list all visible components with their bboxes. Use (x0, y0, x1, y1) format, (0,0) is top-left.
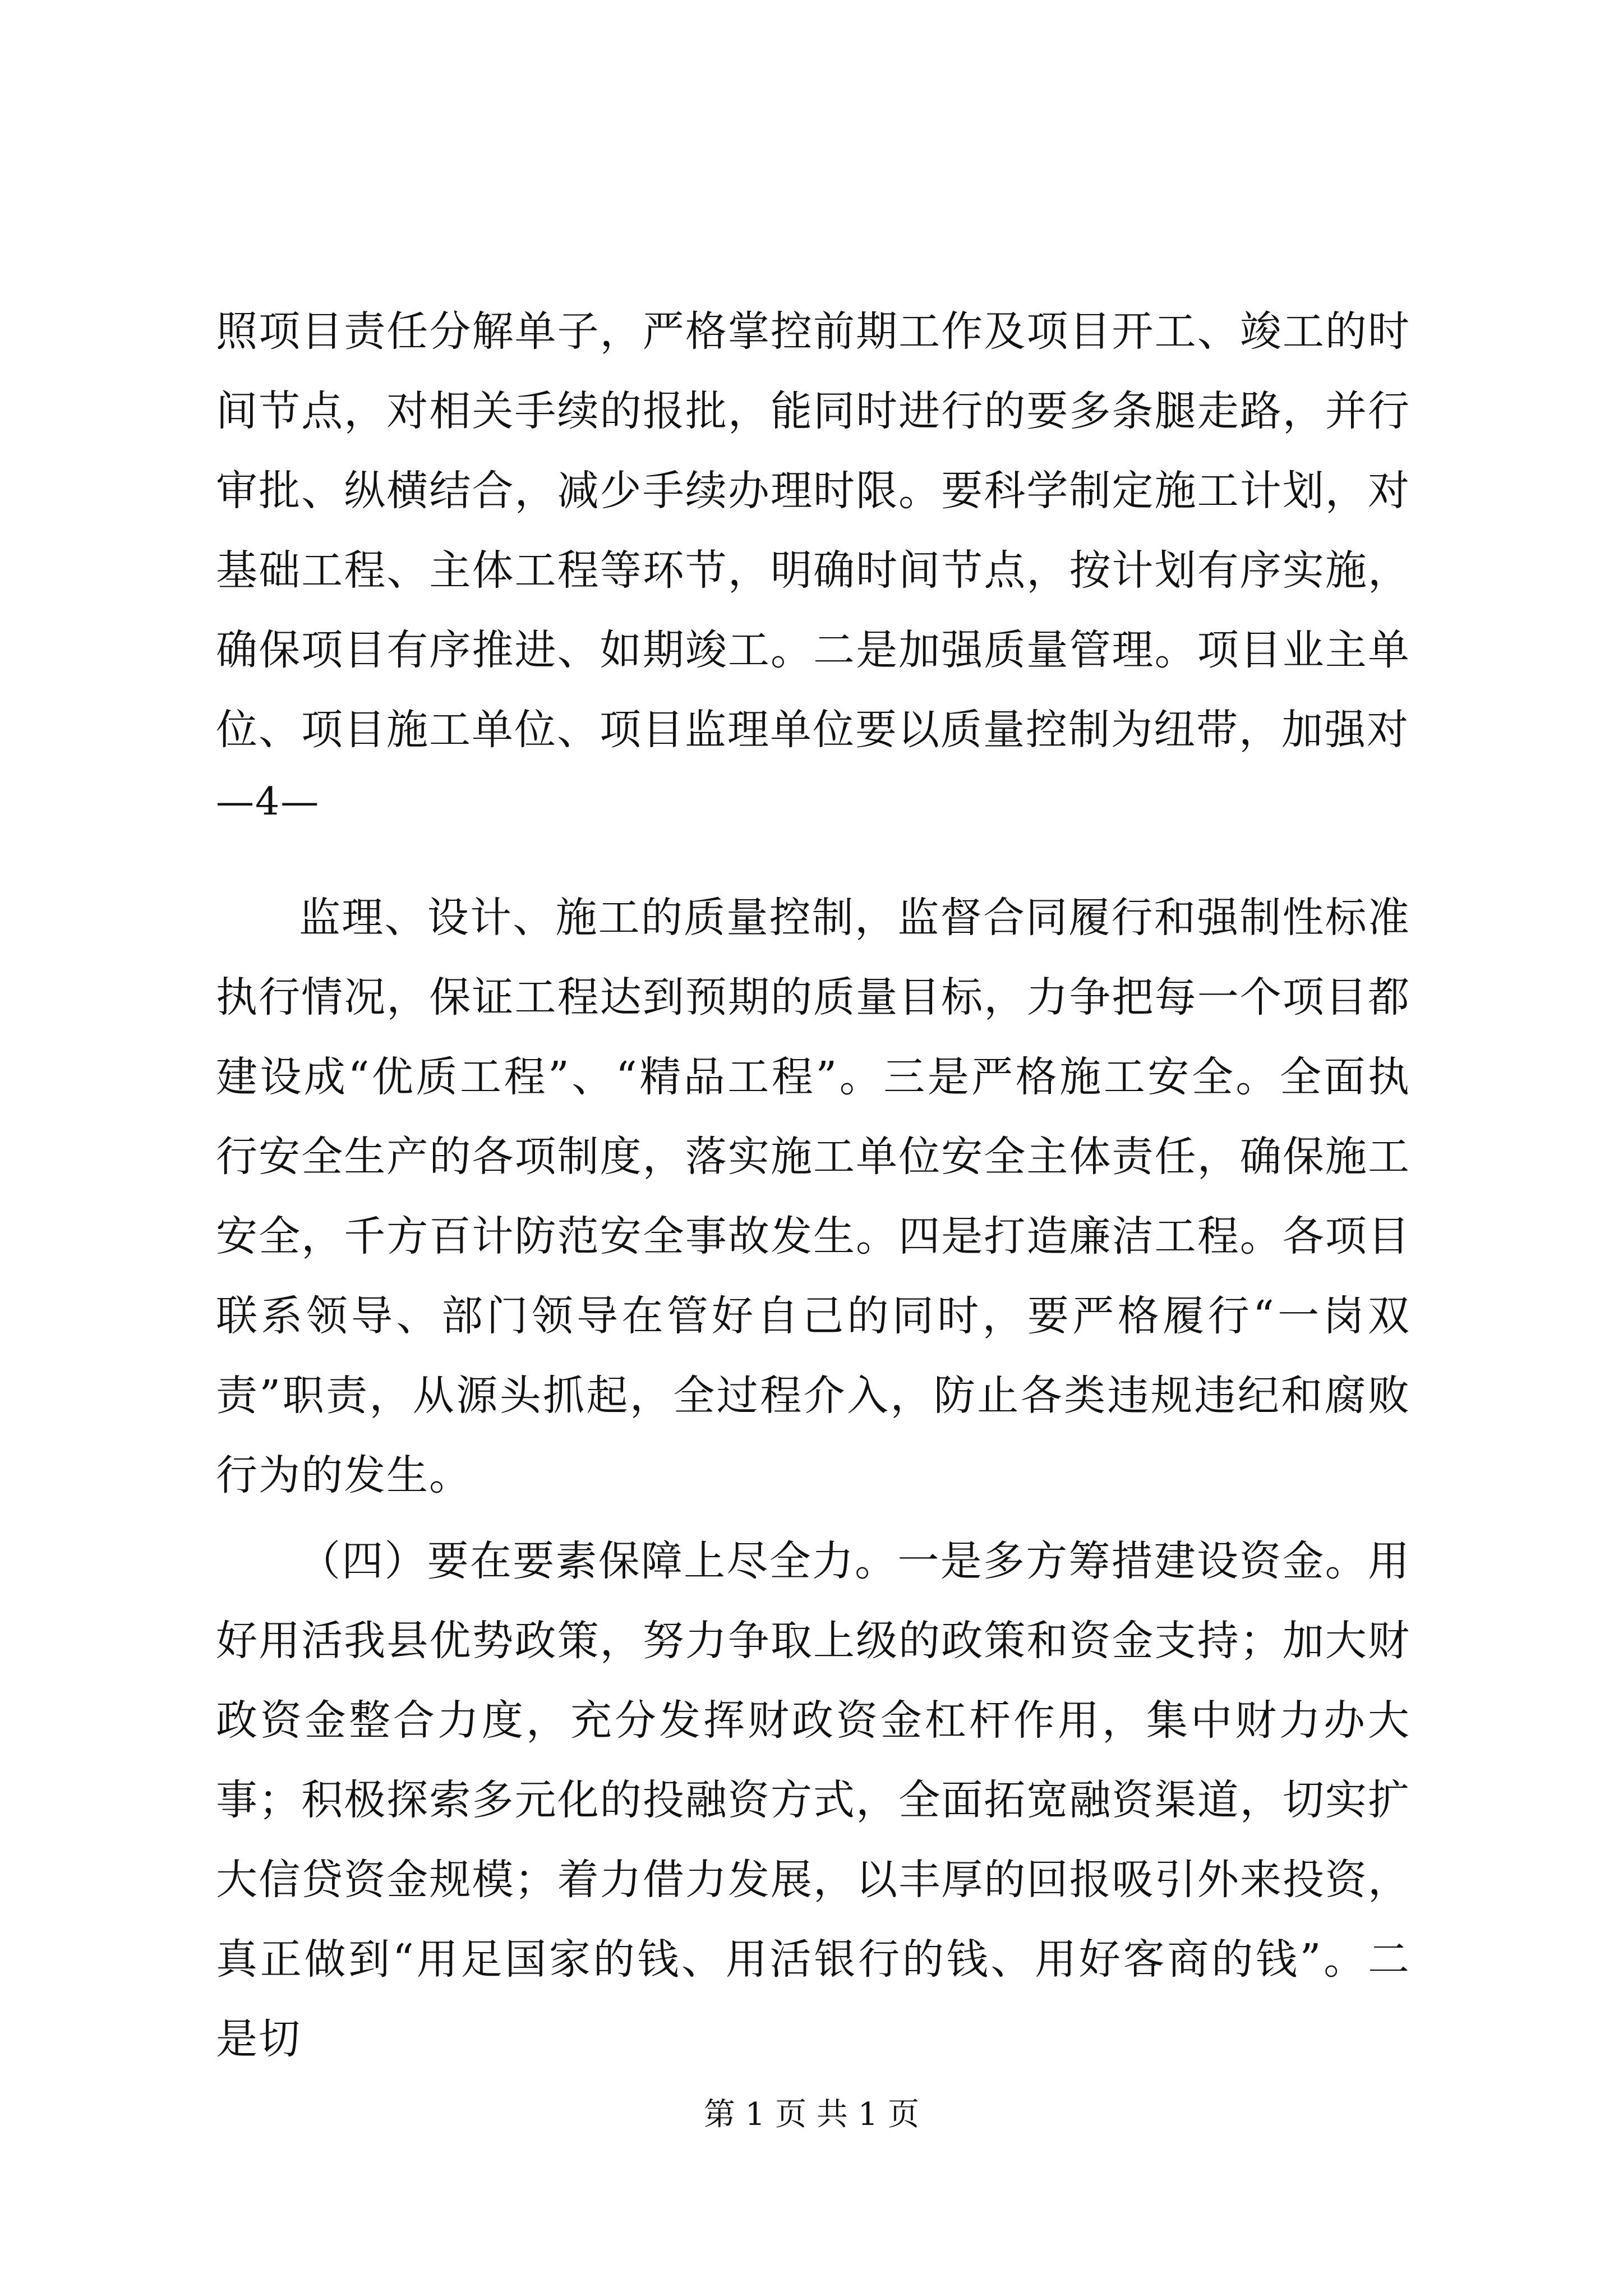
page-footer: 第 1 页 共 1 页 (703, 2096, 920, 2133)
page-marker: —4— (216, 780, 320, 824)
paragraph-continued: 照项目责任分解单子，严格掌控前期工作及项目开工、竣工的时间节点，对相关手续的报批，能同时进行的要多条腿走路，并行审批、纵横结合，减少手续办理时限。要科学制定施工计划，对基础工程、主体工程等环节，明确时间节点，按计划有序实施，确保项目有序推进、如期竣工。二是加强质量管理。项目业主单位、项目施工单位、项目监理单位要以质量控制为纽带，加强对 (216, 307, 1410, 754)
paragraph-factors: （四）要在要素保障上尽全力。一是多方筹措建设资金。用好用活我县优势政策，努力争取上级的政策和资金支持；加大财政资金整合力度，充分发挥财政资金杠杆作用，集中财力办大事；积极探索多元化的投融资方式，全面拓宽融资渠道，切实扩大信贷资金规模；着力借力发展，以丰厚的回报吸引外来投资，真正做到“用足国家的钱、用活银行的钱、用好客商的钱”。二是切 (216, 1537, 1410, 2063)
paragraph-quality: 监理、设计、施工的质量控制，监督合同履行和强制性标准执行情况，保证工程达到预期的质量目标，力争把每一个项目都建设成“优质工程”、“精品工程”。三是严格施工安全。全面执行安全生产的各项制度，落实施工单位安全主体责任，确保施工安全，千方百计防范安全事故发生。四是打造廉洁工程。各项目联系领导、部门领导在管好自己的同时，要严格履行“一岗双责”职责，从源头抓起，全过程介入，防止各类违规违纪和腐败行为的发生。 (216, 894, 1410, 1499)
